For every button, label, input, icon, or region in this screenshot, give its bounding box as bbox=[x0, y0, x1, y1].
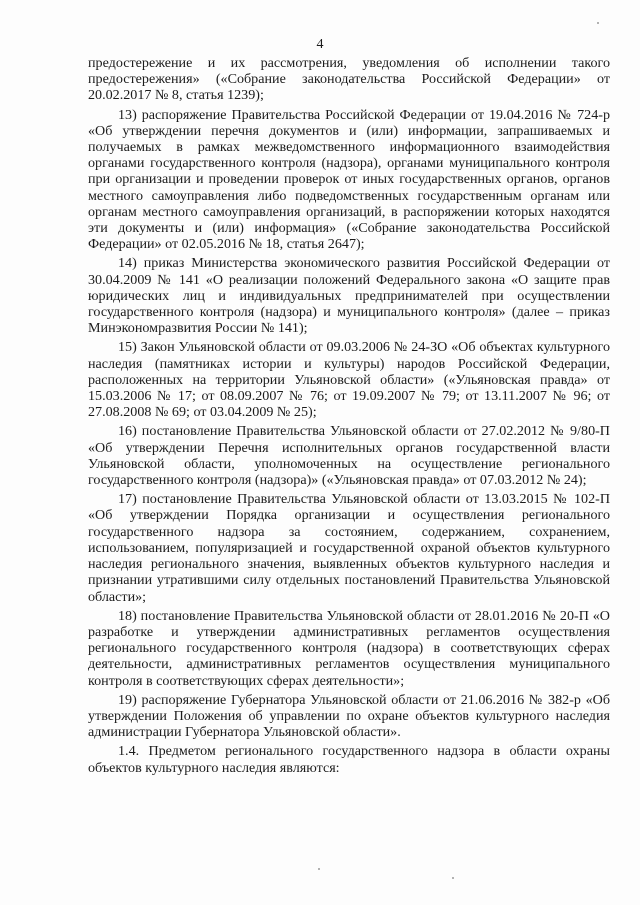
paragraph-item-13: 13) распоряжение Правительства Российской Федерации от 19.04.2016 № 724-р «Об утверждении перечня документов и (или) информации, запрашиваемых и получаемых в рамках межведомственного информационного взаимодействия органами государственного контроля (надзора), органами муниципального контроля при организации и проведении проверок от иных государственных органов, органов местного самоуправления либо подведомственных государственным органам или органам местного самоуправления организаций, в распоряжении которых находятся эти документы и (или) информация» («Собрание законодательства Российской Федерации» от 02.05.2016 № 18, статья 2647); bbox=[88, 106, 610, 253]
paragraph-item-19: 19) распоряжение Губернатора Ульяновской области от 21.06.2016 № 382-р «Об утверждении Положения об управлении по охране объектов культурного наследия администрации Губернатора Ульяновской области». bbox=[88, 691, 610, 741]
scan-speck bbox=[318, 868, 320, 870]
paragraph-section-1-4: 1.4. Предметом регионального государственного надзора в области охраны объектов культурного наследия являются: bbox=[88, 743, 610, 776]
paragraph-item-17: 17) постановление Правительства Ульяновской области от 13.03.2015 № 102-П «Об утверждении Порядка организации и осуществления регионального государственного надзора за состоянием, содержанием, сохранением, использованием, популяризацией и государственной охраной объектов культурного наследия регионального значения, выявленных объектов культурного наследия и признании утратившими силу отдельных постановлений Правительства Ульяновской области»; bbox=[88, 491, 610, 605]
paragraph-item-16: 16) постановление Правительства Ульяновской области от 27.02.2012 № 9/80-П «Об утверждении Перечня исполнительных органов государственной власти Ульяновской области, уполномоченных на осуществление регионального государственного контроля (надзора)» («Ульяновская правда» от 07.03.2012 № 24); bbox=[88, 423, 610, 489]
page-number: 4 bbox=[316, 37, 324, 52]
scan-speck bbox=[597, 22, 599, 24]
paragraph-item-18: 18) постановление Правительства Ульяновской области от 28.01.2016 № 20-П «О разработке и утверждении административных регламентов осуществления регионального государственного контроля (надзора) в соответствующих сферах деятельности, административных регламентов осуществления муниципального контроля в соответствующих сферах деятельности»; bbox=[88, 607, 610, 689]
paragraph-12-continuation: предостережение и их рассмотрения, уведомления об исполнении такого предостережения» («Собрание законодательства Российской Федерации» от 20.02.2017 № 8, статья 1239); bbox=[88, 55, 610, 104]
paragraph-item-14: 14) приказ Министерства экономического развития Российской Федерации от 30.04.2009 № 141 «О реализации положений Федерального закона «О защите прав юридических лиц и индивидуальных предпринимателей при осуществлении государственного контроля (надзора) и муниципального контроля» (далее – приказ Минэкономразвития России № 141); bbox=[88, 255, 610, 337]
document-body bbox=[88, 55, 610, 776]
scan-speck bbox=[452, 877, 454, 879]
paragraph-item-15: 15) Закон Ульяновской области от 09.03.2006 № 24-ЗО «Об объектах культурного наследия (памятниках истории и культуры) народов Российской Федерации, расположенных на территории Ульяновской области» («Ульяновская правда» от 15.03.2006 № 17; от 08.09.2007 № 76; от 19.09.2007 № 79; от 13.11.2007 № 96; от 27.08.2008 № 69; от 03.04.2009 № 25); bbox=[88, 339, 610, 421]
